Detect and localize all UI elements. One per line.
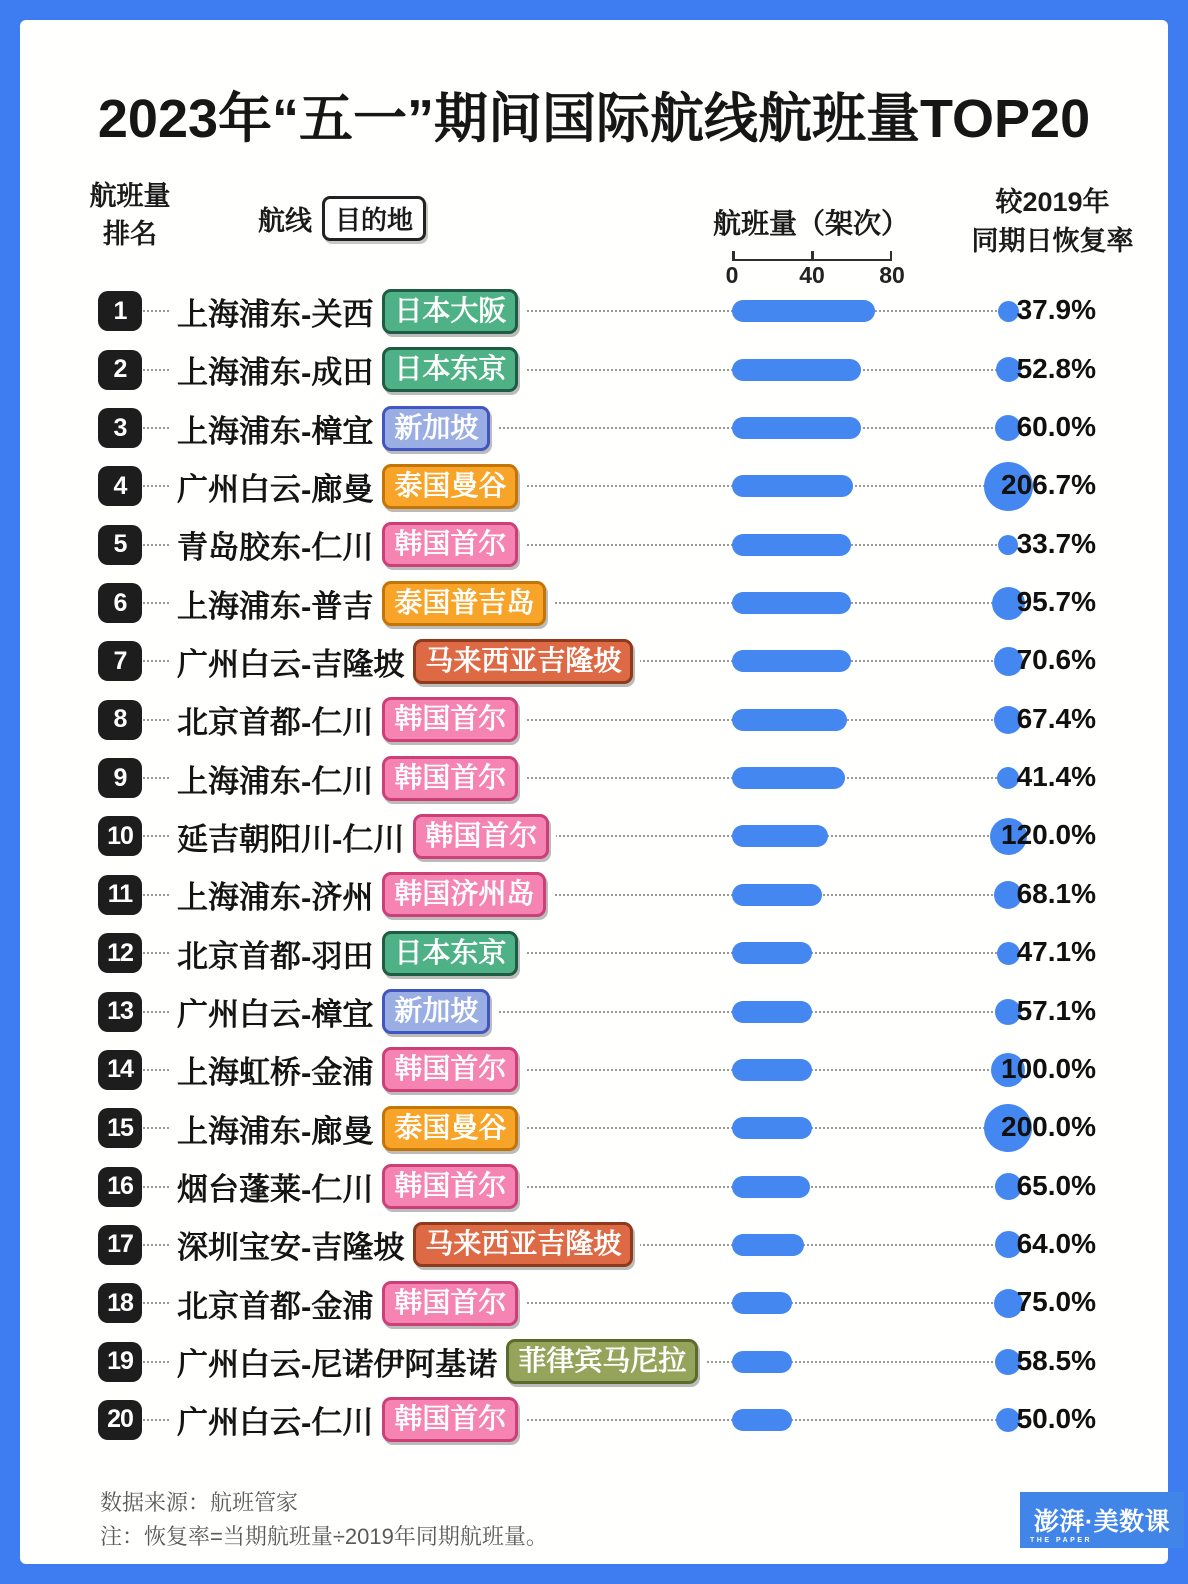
rank-badge: 14	[98, 1050, 142, 1090]
route-entry	[170, 286, 525, 336]
route-name: 上海浦东-廊曼	[177, 1113, 374, 1149]
recovery-rate-value: 57.1%	[1016, 994, 1096, 1026]
destination-badge: 泰国曼谷	[382, 1106, 518, 1151]
rank-badge: 8	[98, 700, 142, 740]
recovery-rate-value: 52.8%	[1016, 352, 1096, 384]
route-name: 上海浦东-济州	[177, 880, 374, 916]
destination-badge: 韩国首尔	[382, 1047, 518, 1092]
flight-volume-bar	[732, 1001, 812, 1023]
flight-volume-bar	[732, 1351, 792, 1373]
page-title: 2023年“五一”期间国际航线航班量TOP20	[97, 89, 1091, 149]
destination-badge: 泰国普吉岛	[382, 581, 546, 626]
route-name: 广州白云-尼诺伊阿基诺	[177, 1347, 498, 1383]
recovery-rate-value: 60.0%	[1016, 411, 1096, 442]
route-name: 上海浦东-成田	[177, 355, 374, 391]
rank-badge: 5	[98, 525, 142, 565]
rank-badge: 13	[98, 992, 142, 1032]
rank-badge: 2	[98, 350, 142, 390]
publisher-logo-text: 澎湃·美数课	[1033, 1508, 1171, 1536]
route-name: 上海浦东-仁川	[177, 763, 374, 799]
destination-badge: 韩国首尔	[382, 1164, 518, 1209]
flight-volume-bar	[732, 1117, 812, 1139]
route-entry	[170, 870, 553, 920]
route-entry	[170, 928, 525, 978]
route-entry	[170, 1395, 525, 1445]
axis-label-0: 0	[725, 262, 739, 288]
column-header-rank-line2: 排名	[103, 218, 157, 249]
rank-badge: 19	[98, 1342, 142, 1382]
flight-volume-bar	[732, 475, 853, 497]
destination-badge: 新加坡	[382, 406, 490, 451]
flight-volume-bar	[732, 300, 875, 322]
recovery-rate-value: 200.0%	[1001, 1111, 1096, 1143]
flight-volume-bar	[732, 417, 861, 439]
rank-badge: 11	[98, 875, 142, 915]
route-name: 广州白云-廊曼	[177, 471, 374, 507]
column-header-recovery-line1: 较2019年	[995, 187, 1110, 217]
recovery-rate-value: 47.1%	[1016, 936, 1096, 968]
flight-volume-bar	[732, 592, 851, 614]
route-entry	[170, 811, 556, 861]
route-entry	[170, 1045, 525, 1095]
rank-badge: 4	[98, 466, 142, 506]
route-name: 深圳宝安-吉隆坡	[177, 1230, 405, 1266]
route-name: 广州白云-吉隆坡	[177, 646, 405, 682]
content-panel	[20, 20, 1171, 1564]
destination-badge: 新加坡	[382, 989, 490, 1034]
destination-badge: 日本大阪	[382, 289, 518, 334]
column-header-recovery	[945, 183, 1160, 261]
route-entry	[170, 1103, 525, 1153]
rank-badge: 20	[98, 1400, 142, 1440]
data-source-note: 数据来源：航班管家	[100, 1490, 299, 1515]
column-header-recovery-line2: 同期日恢复率	[971, 226, 1134, 257]
route-name: 青岛胶东-仁川	[177, 530, 374, 566]
recovery-rate-value: 70.6%	[1016, 644, 1096, 676]
flight-volume-bar	[732, 1409, 792, 1431]
methodology-note: 注：恢复率=当期航班量÷2019年同期航班量。	[100, 1524, 548, 1549]
route-entry	[170, 1220, 640, 1270]
recovery-rate-value: 95.7%	[1016, 586, 1096, 618]
destination-badge: 菲律宾马尼拉	[506, 1339, 698, 1384]
recovery-rate-value: 120.0%	[1001, 819, 1096, 851]
column-header-route	[258, 196, 426, 241]
flight-volume-bar	[732, 534, 851, 556]
route-entry	[170, 403, 497, 453]
route-entry	[170, 1162, 525, 1212]
destination-badge: 泰国曼谷	[382, 464, 518, 509]
recovery-rate-value: 41.4%	[1016, 761, 1096, 793]
rank-badge: 17	[98, 1225, 142, 1265]
recovery-rate-bubble	[998, 535, 1018, 555]
destination-badge: 韩国首尔	[382, 522, 518, 567]
route-name: 烟台蓬莱-仁川	[177, 1172, 374, 1208]
route-name: 广州白云-樟宜	[177, 997, 374, 1032]
rank-badge: 10	[98, 816, 142, 856]
destination-badge: 韩国首尔	[382, 697, 518, 742]
recovery-rate-value: 68.1%	[1016, 877, 1096, 909]
recovery-rate-value: 75.0%	[1016, 1286, 1096, 1318]
rank-badge: 15	[98, 1108, 142, 1148]
destination-badge: 马来西亚吉隆坡	[413, 639, 633, 684]
flight-volume-bar	[732, 359, 861, 381]
publisher-logo	[1020, 1492, 1184, 1548]
recovery-rate-value: 67.4%	[1016, 702, 1096, 734]
flight-volume-bar	[732, 1234, 804, 1256]
recovery-rate-bubble	[998, 301, 1019, 322]
rank-badge: 7	[98, 641, 142, 681]
column-header-flights: 航班量（架次）	[712, 208, 909, 239]
recovery-rate-value: 33.7%	[1016, 527, 1096, 559]
route-entry	[170, 695, 525, 745]
route-entry	[170, 753, 525, 803]
destination-badge: 韩国首尔	[413, 814, 549, 859]
flight-volume-bar	[732, 825, 828, 847]
rank-badge: 18	[98, 1283, 142, 1323]
route-entry	[170, 461, 525, 511]
route-name: 上海浦东-樟宜	[177, 413, 374, 449]
route-name: 上海虹桥-金浦	[177, 1055, 374, 1091]
route-name: 北京首都-金浦	[177, 1288, 374, 1324]
recovery-rate-value: 65.0%	[1016, 1169, 1096, 1201]
flight-volume-bar	[732, 1176, 810, 1198]
destination-header-box: 目的地	[322, 196, 426, 241]
publisher-logo-subtext: THE PAPER	[1030, 1537, 1093, 1544]
route-name: 北京首都-羽田	[177, 938, 374, 974]
route-entry	[170, 345, 525, 395]
flight-volume-bar	[732, 1292, 792, 1314]
recovery-rate-value: 37.9%	[1016, 294, 1096, 326]
rank-badge: 16	[98, 1167, 142, 1207]
axis-label-80: 80	[879, 262, 905, 288]
rank-badge: 12	[98, 933, 142, 973]
column-header-rank-line1: 航班量	[89, 181, 171, 211]
recovery-rate-value: 100.0%	[1001, 1052, 1096, 1084]
route-entry	[170, 1337, 705, 1387]
route-entry	[170, 1278, 525, 1328]
route-entry	[170, 987, 497, 1037]
route-entry	[170, 578, 553, 628]
destination-badge: 韩国首尔	[382, 1281, 518, 1326]
rank-badge: 3	[98, 408, 142, 448]
rank-badge: 1	[98, 291, 142, 331]
axis-line	[732, 259, 892, 261]
flight-volume-bar	[732, 942, 812, 964]
flight-volume-bar	[732, 767, 845, 789]
flights-axis	[725, 248, 905, 288]
rank-badge: 6	[98, 583, 142, 623]
flight-volume-bar	[732, 884, 822, 906]
recovery-rate-value: 206.7%	[1001, 469, 1096, 501]
route-name: 延吉朝阳川-仁川	[177, 821, 405, 857]
route-name: 广州白云-仁川	[177, 1405, 374, 1441]
destination-badge: 日本东京	[382, 931, 518, 976]
flight-volume-bar	[732, 650, 851, 672]
destination-badge: 马来西亚吉隆坡	[413, 1222, 633, 1267]
axis-label-40: 40	[799, 262, 825, 288]
destination-badge: 韩国济州岛	[382, 872, 546, 917]
rank-badge: 9	[98, 758, 142, 798]
flight-volume-bar	[732, 1059, 812, 1081]
route-header-label: 航线	[258, 206, 312, 236]
column-header-rank	[70, 178, 190, 254]
destination-badge: 韩国首尔	[382, 756, 518, 801]
route-name: 北京首都-仁川	[177, 705, 374, 741]
recovery-rate-value: 50.0%	[1016, 1402, 1096, 1434]
destination-badge: 韩国首尔	[382, 1397, 518, 1442]
route-name: 上海浦东-关西	[177, 296, 374, 332]
destination-badge: 日本东京	[382, 347, 518, 392]
route-entry	[170, 636, 640, 686]
flight-volume-bar	[732, 709, 847, 731]
route-entry	[170, 520, 525, 570]
recovery-rate-value: 64.0%	[1016, 1227, 1096, 1259]
recovery-rate-value: 58.5%	[1016, 1344, 1096, 1376]
route-name: 上海浦东-普吉	[177, 588, 374, 624]
